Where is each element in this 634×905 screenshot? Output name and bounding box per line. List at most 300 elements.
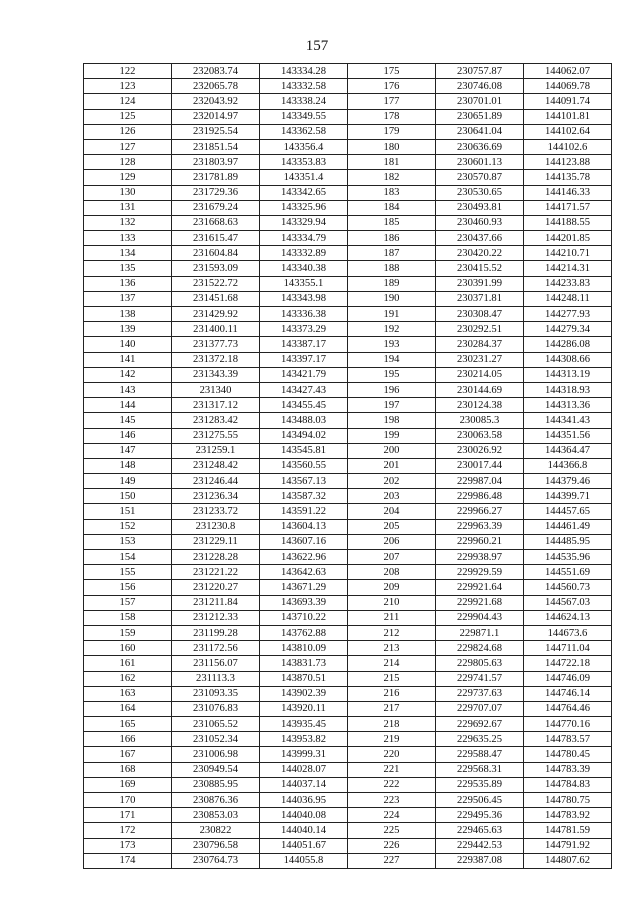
y-coordinate-left: 143387.17: [260, 337, 348, 352]
y-coordinate-left: 143545.81: [260, 443, 348, 458]
y-coordinate-right: 144399.71: [524, 489, 612, 504]
y-coordinate-left: 143329.94: [260, 215, 348, 230]
point-number-left: 146: [84, 428, 172, 443]
point-number-right: 208: [348, 565, 436, 580]
table-row: [84, 231, 612, 246]
table-row: [84, 625, 612, 640]
y-coordinate-right: 144711.04: [524, 641, 612, 656]
point-number-right: 213: [348, 641, 436, 656]
point-number-left: 148: [84, 458, 172, 473]
x-coordinate-left: 230885.95: [172, 777, 260, 792]
point-number-left: 123: [84, 79, 172, 94]
coordinates-table: [83, 63, 612, 869]
y-coordinate-right: 144780.75: [524, 793, 612, 808]
y-coordinate-right: 144279.34: [524, 322, 612, 337]
x-coordinate-right: 229938.97: [436, 550, 524, 565]
y-coordinate-left: 143567.13: [260, 474, 348, 489]
x-coordinate-left: 231604.84: [172, 246, 260, 261]
y-coordinate-left: 143604.13: [260, 519, 348, 534]
x-coordinate-right: 229465.63: [436, 823, 524, 838]
point-number-right: 177: [348, 94, 436, 109]
table-row: [84, 155, 612, 170]
y-coordinate-right: 144286.08: [524, 337, 612, 352]
point-number-left: 142: [84, 367, 172, 382]
table-row: [84, 413, 612, 428]
x-coordinate-left: 230876.36: [172, 793, 260, 808]
y-coordinate-right: 144313.36: [524, 398, 612, 413]
y-coordinate-right: 144780.45: [524, 747, 612, 762]
table-row: [84, 352, 612, 367]
x-coordinate-left: 231052.34: [172, 732, 260, 747]
table-row: [84, 701, 612, 716]
x-coordinate-left: 231372.18: [172, 352, 260, 367]
y-coordinate-left: 144040.14: [260, 823, 348, 838]
x-coordinate-right: 230415.52: [436, 261, 524, 276]
table-row: [84, 124, 612, 139]
x-coordinate-right: 229495.36: [436, 808, 524, 823]
x-coordinate-left: 232043.92: [172, 94, 260, 109]
y-coordinate-left: 143332.89: [260, 246, 348, 261]
table-row: [84, 565, 612, 580]
point-number-right: 227: [348, 853, 436, 868]
point-number-right: 175: [348, 64, 436, 79]
y-coordinate-left: 143710.22: [260, 610, 348, 625]
x-coordinate-right: 229986.48: [436, 489, 524, 504]
x-coordinate-right: 230144.69: [436, 382, 524, 397]
point-number-left: 155: [84, 565, 172, 580]
y-coordinate-right: 144102.6: [524, 139, 612, 154]
y-coordinate-right: 144457.65: [524, 504, 612, 519]
table-row: [84, 382, 612, 397]
page-number: 157: [305, 38, 329, 54]
point-number-left: 126: [84, 124, 172, 139]
x-coordinate-left: 231212.33: [172, 610, 260, 625]
point-number-right: 209: [348, 580, 436, 595]
x-coordinate-left: 231729.36: [172, 185, 260, 200]
table-row: [84, 428, 612, 443]
y-coordinate-right: 144791.92: [524, 838, 612, 853]
point-number-left: 168: [84, 762, 172, 777]
x-coordinate-left: 231283.42: [172, 413, 260, 428]
table-row: [84, 717, 612, 732]
point-number-right: 200: [348, 443, 436, 458]
point-number-right: 188: [348, 261, 436, 276]
x-coordinate-left: 230796.58: [172, 838, 260, 853]
x-coordinate-right: 230017.44: [436, 458, 524, 473]
y-coordinate-left: 143325.96: [260, 200, 348, 215]
x-coordinate-left: 231211.84: [172, 595, 260, 610]
x-coordinate-left: 231377.73: [172, 337, 260, 352]
y-coordinate-left: 143334.79: [260, 231, 348, 246]
x-coordinate-right: 230124.38: [436, 398, 524, 413]
x-coordinate-left: 231400.11: [172, 322, 260, 337]
point-number-left: 128: [84, 155, 172, 170]
point-number-right: 192: [348, 322, 436, 337]
point-number-right: 183: [348, 185, 436, 200]
table-row: [84, 747, 612, 762]
x-coordinate-left: 231668.63: [172, 215, 260, 230]
y-coordinate-left: 143920.11: [260, 701, 348, 716]
point-number-right: 201: [348, 458, 436, 473]
x-coordinate-left: 231317.12: [172, 398, 260, 413]
y-coordinate-right: 144351.56: [524, 428, 612, 443]
y-coordinate-left: 143421.79: [260, 367, 348, 382]
x-coordinate-right: 229960.21: [436, 534, 524, 549]
table-row: [84, 291, 612, 306]
x-coordinate-left: 232083.74: [172, 64, 260, 79]
point-number-left: 140: [84, 337, 172, 352]
point-number-right: 224: [348, 808, 436, 823]
point-number-left: 173: [84, 838, 172, 853]
x-coordinate-left: 231259.1: [172, 443, 260, 458]
point-number-left: 136: [84, 276, 172, 291]
y-coordinate-right: 144784.83: [524, 777, 612, 792]
table-row: [84, 550, 612, 565]
y-coordinate-left: 143362.58: [260, 124, 348, 139]
x-coordinate-left: 231803.97: [172, 155, 260, 170]
point-number-right: 222: [348, 777, 436, 792]
x-coordinate-left: 231340: [172, 382, 260, 397]
x-coordinate-right: 230530.65: [436, 185, 524, 200]
x-coordinate-left: 232014.97: [172, 109, 260, 124]
x-coordinate-left: 231156.07: [172, 656, 260, 671]
x-coordinate-right: 230641.04: [436, 124, 524, 139]
x-coordinate-right: 230292.51: [436, 322, 524, 337]
y-coordinate-right: 144201.85: [524, 231, 612, 246]
point-number-right: 215: [348, 671, 436, 686]
table-row: [84, 580, 612, 595]
y-coordinate-right: 144123.88: [524, 155, 612, 170]
table-row: [84, 79, 612, 94]
point-number-right: 178: [348, 109, 436, 124]
x-coordinate-right: 230063.58: [436, 428, 524, 443]
y-coordinate-left: 143373.29: [260, 322, 348, 337]
point-number-right: 203: [348, 489, 436, 504]
table-row: [84, 762, 612, 777]
point-number-right: 180: [348, 139, 436, 154]
y-coordinate-right: 144567.03: [524, 595, 612, 610]
x-coordinate-right: 230636.69: [436, 139, 524, 154]
x-coordinate-left: 231451.68: [172, 291, 260, 306]
x-coordinate-left: 231246.44: [172, 474, 260, 489]
y-coordinate-right: 144277.93: [524, 307, 612, 322]
x-coordinate-right: 230460.93: [436, 215, 524, 230]
point-number-left: 162: [84, 671, 172, 686]
table-row: [84, 170, 612, 185]
x-coordinate-right: 229588.47: [436, 747, 524, 762]
point-number-right: 207: [348, 550, 436, 565]
point-number-left: 151: [84, 504, 172, 519]
point-number-right: 204: [348, 504, 436, 519]
x-coordinate-left: 231781.89: [172, 170, 260, 185]
table-row: [84, 64, 612, 79]
table-row: [84, 686, 612, 701]
table-row: [84, 777, 612, 792]
y-coordinate-left: 143488.03: [260, 413, 348, 428]
y-coordinate-right: 144248.11: [524, 291, 612, 306]
x-coordinate-left: 231093.35: [172, 686, 260, 701]
x-coordinate-right: 230493.81: [436, 200, 524, 215]
x-coordinate-right: 230420.22: [436, 246, 524, 261]
x-coordinate-left: 231679.24: [172, 200, 260, 215]
y-coordinate-left: 143343.98: [260, 291, 348, 306]
point-number-right: 186: [348, 231, 436, 246]
x-coordinate-left: 230822: [172, 823, 260, 838]
point-number-left: 149: [84, 474, 172, 489]
x-coordinate-left: 231113.3: [172, 671, 260, 686]
table-row: [84, 474, 612, 489]
point-number-right: 191: [348, 307, 436, 322]
x-coordinate-left: 231925.54: [172, 124, 260, 139]
x-coordinate-right: 229824.68: [436, 641, 524, 656]
y-coordinate-right: 144233.83: [524, 276, 612, 291]
table-row: [84, 322, 612, 337]
y-coordinate-right: 144341.43: [524, 413, 612, 428]
x-coordinate-right: 229707.07: [436, 701, 524, 716]
y-coordinate-left: 143355.1: [260, 276, 348, 291]
x-coordinate-right: 230757.87: [436, 64, 524, 79]
x-coordinate-right: 229921.64: [436, 580, 524, 595]
x-coordinate-right: 229921.68: [436, 595, 524, 610]
table-row: [84, 489, 612, 504]
point-number-right: 194: [348, 352, 436, 367]
y-coordinate-right: 144091.74: [524, 94, 612, 109]
x-coordinate-left: 231228.28: [172, 550, 260, 565]
x-coordinate-right: 230308.47: [436, 307, 524, 322]
table-row: [84, 838, 612, 853]
table-row: [84, 519, 612, 534]
y-coordinate-right: 144485.95: [524, 534, 612, 549]
point-number-left: 133: [84, 231, 172, 246]
x-coordinate-left: 231221.22: [172, 565, 260, 580]
coordinates-table-body: [84, 64, 612, 869]
y-coordinate-right: 144364.47: [524, 443, 612, 458]
table-row: [84, 808, 612, 823]
x-coordinate-left: 230949.54: [172, 762, 260, 777]
y-coordinate-left: 144028.07: [260, 762, 348, 777]
x-coordinate-right: 230437.66: [436, 231, 524, 246]
x-coordinate-left: 231199.28: [172, 625, 260, 640]
point-number-left: 131: [84, 200, 172, 215]
x-coordinate-right: 230601.13: [436, 155, 524, 170]
y-coordinate-left: 143427.43: [260, 382, 348, 397]
point-number-right: 198: [348, 413, 436, 428]
x-coordinate-right: 230371.81: [436, 291, 524, 306]
table-row: [84, 200, 612, 215]
point-number-left: 167: [84, 747, 172, 762]
point-number-right: 189: [348, 276, 436, 291]
point-number-right: 197: [348, 398, 436, 413]
y-coordinate-right: 144781.59: [524, 823, 612, 838]
table-row: [84, 504, 612, 519]
y-coordinate-right: 144318.93: [524, 382, 612, 397]
x-coordinate-left: 231065.52: [172, 717, 260, 732]
point-number-right: 226: [348, 838, 436, 853]
x-coordinate-left: 231229.11: [172, 534, 260, 549]
point-number-right: 225: [348, 823, 436, 838]
x-coordinate-right: 230231.27: [436, 352, 524, 367]
point-number-left: 138: [84, 307, 172, 322]
y-coordinate-right: 144783.57: [524, 732, 612, 747]
point-number-left: 166: [84, 732, 172, 747]
point-number-left: 154: [84, 550, 172, 565]
x-coordinate-right: 230026.92: [436, 443, 524, 458]
x-coordinate-right: 229635.25: [436, 732, 524, 747]
y-coordinate-left: 144036.95: [260, 793, 348, 808]
x-coordinate-right: 230085.3: [436, 413, 524, 428]
y-coordinate-left: 143810.09: [260, 641, 348, 656]
point-number-left: 152: [84, 519, 172, 534]
y-coordinate-right: 144188.55: [524, 215, 612, 230]
table-row: [84, 185, 612, 200]
x-coordinate-right: 230746.08: [436, 79, 524, 94]
table-row: [84, 732, 612, 747]
y-coordinate-right: 144069.78: [524, 79, 612, 94]
point-number-left: 172: [84, 823, 172, 838]
x-coordinate-left: 231220.27: [172, 580, 260, 595]
x-coordinate-left: 230764.73: [172, 853, 260, 868]
point-number-right: 210: [348, 595, 436, 610]
point-number-right: 187: [348, 246, 436, 261]
table-row: [84, 641, 612, 656]
x-coordinate-left: 232065.78: [172, 79, 260, 94]
table-row: [84, 276, 612, 291]
y-coordinate-left: 143953.82: [260, 732, 348, 747]
y-coordinate-left: 143334.28: [260, 64, 348, 79]
table-row: [84, 215, 612, 230]
point-number-right: 202: [348, 474, 436, 489]
table-row: [84, 656, 612, 671]
x-coordinate-left: 231343.39: [172, 367, 260, 382]
y-coordinate-right: 144746.09: [524, 671, 612, 686]
y-coordinate-left: 143397.17: [260, 352, 348, 367]
y-coordinate-right: 144461.49: [524, 519, 612, 534]
y-coordinate-left: 143336.38: [260, 307, 348, 322]
y-coordinate-left: 143349.55: [260, 109, 348, 124]
x-coordinate-left: 231248.42: [172, 458, 260, 473]
point-number-left: 161: [84, 656, 172, 671]
point-number-right: 193: [348, 337, 436, 352]
point-number-left: 145: [84, 413, 172, 428]
point-number-right: 212: [348, 625, 436, 640]
table-row: [84, 823, 612, 838]
y-coordinate-right: 144308.66: [524, 352, 612, 367]
y-coordinate-left: 143455.45: [260, 398, 348, 413]
table-row: [84, 367, 612, 382]
point-number-left: 153: [84, 534, 172, 549]
table-row: [84, 94, 612, 109]
x-coordinate-right: 229506.45: [436, 793, 524, 808]
x-coordinate-right: 229692.67: [436, 717, 524, 732]
y-coordinate-left: 143607.16: [260, 534, 348, 549]
point-number-left: 122: [84, 64, 172, 79]
x-coordinate-left: 231522.72: [172, 276, 260, 291]
point-number-left: 157: [84, 595, 172, 610]
x-coordinate-left: 231236.34: [172, 489, 260, 504]
point-number-left: 164: [84, 701, 172, 716]
y-coordinate-left: 143338.24: [260, 94, 348, 109]
x-coordinate-right: 230570.87: [436, 170, 524, 185]
x-coordinate-right: 229737.63: [436, 686, 524, 701]
y-coordinate-right: 144560.73: [524, 580, 612, 595]
point-number-left: 165: [84, 717, 172, 732]
point-number-right: 195: [348, 367, 436, 382]
x-coordinate-right: 230701.01: [436, 94, 524, 109]
x-coordinate-left: 230853.03: [172, 808, 260, 823]
point-number-left: 150: [84, 489, 172, 504]
point-number-left: 139: [84, 322, 172, 337]
point-number-right: 206: [348, 534, 436, 549]
y-coordinate-left: 143332.58: [260, 79, 348, 94]
x-coordinate-left: 231851.54: [172, 139, 260, 154]
table-row: [84, 337, 612, 352]
y-coordinate-right: 144783.39: [524, 762, 612, 777]
x-coordinate-right: 230391.99: [436, 276, 524, 291]
y-coordinate-left: 144051.67: [260, 838, 348, 853]
y-coordinate-left: 143762.88: [260, 625, 348, 640]
point-number-right: 182: [348, 170, 436, 185]
y-coordinate-right: 144101.81: [524, 109, 612, 124]
y-coordinate-left: 143622.96: [260, 550, 348, 565]
y-coordinate-right: 144770.16: [524, 717, 612, 732]
point-number-right: 196: [348, 382, 436, 397]
point-number-left: 141: [84, 352, 172, 367]
y-coordinate-left: 143342.65: [260, 185, 348, 200]
y-coordinate-right: 144722.18: [524, 656, 612, 671]
point-number-left: 158: [84, 610, 172, 625]
y-coordinate-right: 144746.14: [524, 686, 612, 701]
x-coordinate-left: 231172.56: [172, 641, 260, 656]
point-number-left: 144: [84, 398, 172, 413]
point-number-left: 129: [84, 170, 172, 185]
y-coordinate-right: 144379.46: [524, 474, 612, 489]
x-coordinate-right: 229871.1: [436, 625, 524, 640]
point-number-right: 185: [348, 215, 436, 230]
point-number-right: 219: [348, 732, 436, 747]
x-coordinate-right: 229963.39: [436, 519, 524, 534]
y-coordinate-right: 144135.78: [524, 170, 612, 185]
point-number-right: 179: [348, 124, 436, 139]
point-number-left: 147: [84, 443, 172, 458]
point-number-right: 223: [348, 793, 436, 808]
point-number-right: 214: [348, 656, 436, 671]
x-coordinate-right: 230214.05: [436, 367, 524, 382]
x-coordinate-right: 229805.63: [436, 656, 524, 671]
x-coordinate-left: 231615.47: [172, 231, 260, 246]
y-coordinate-left: 143642.63: [260, 565, 348, 580]
table-row: [84, 246, 612, 261]
point-number-left: 160: [84, 641, 172, 656]
y-coordinate-left: 143356.4: [260, 139, 348, 154]
table-row: [84, 443, 612, 458]
y-coordinate-right: 144764.46: [524, 701, 612, 716]
y-coordinate-right: 144062.07: [524, 64, 612, 79]
y-coordinate-left: 143560.55: [260, 458, 348, 473]
x-coordinate-left: 231230.8: [172, 519, 260, 534]
point-number-left: 125: [84, 109, 172, 124]
x-coordinate-left: 231593.09: [172, 261, 260, 276]
y-coordinate-right: 144102.64: [524, 124, 612, 139]
point-number-right: 199: [348, 428, 436, 443]
y-coordinate-right: 144673.6: [524, 625, 612, 640]
y-coordinate-right: 144783.92: [524, 808, 612, 823]
x-coordinate-right: 229966.27: [436, 504, 524, 519]
y-coordinate-left: 143870.51: [260, 671, 348, 686]
x-coordinate-right: 229442.53: [436, 838, 524, 853]
x-coordinate-right: 230651.89: [436, 109, 524, 124]
x-coordinate-left: 231275.55: [172, 428, 260, 443]
point-number-left: 170: [84, 793, 172, 808]
